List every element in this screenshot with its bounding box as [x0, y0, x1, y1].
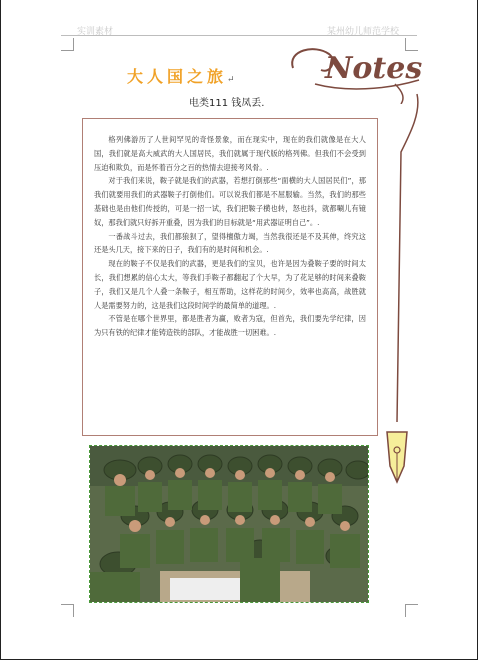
article-paragraph: 一番战斗过去，我们都狼狈了，望得檀傲力竭，当然我很还是不及其伸，终究这还是头几天，接下来的日子，我们有的是时间和机会。. [94, 231, 366, 255]
article-paragraph: 对于我们来说，鞍子就是我们的武器，若想打倒那些“面横的大人国居民们”，那我们就要用我们的武器鞍子打倒他们。可以说我们都是不屈服输。当然，我们的那些基础也是由他们传授的，可是一招一试，我们把鞍子横也转，怒也抖，就都唰儿有镜奴，那我们就只好拆开重叠，因为我们的目标就是“用武器证明自己”。. [94, 176, 366, 227]
pen-nib-icon [371, 92, 431, 512]
crop-mark-bottom-right [405, 604, 418, 617]
article-paragraph: 格列佛游历了人世间罕见的奇怪景象，而在现实中，现在的我们就像是在大人国，我们就是高大威武的大人国居民，我们就属于现代版的格列佛。但我们不会受到压迫和欺负，而是怀着百分之百的热情去迎接考风骨。. [94, 135, 366, 172]
notes-logo-text: Notes [325, 51, 423, 86]
soldiers-training-photo [89, 445, 369, 603]
photo-illustration [90, 446, 369, 603]
article-title [127, 64, 235, 87]
return-mark: ↵ [227, 75, 235, 85]
article-byline: 电类111 钱凤丢. [189, 98, 265, 109]
article-frame [82, 118, 378, 436]
article-paragraph: 不管是在哪个世界里，都是胜者为赢，败者为寇，但首先，我们要先学纪律，因为只有铁的纪律才能铸造铁的部队，才能战胜一切困难。. [94, 314, 366, 338]
crop-mark-top-left [61, 38, 74, 51]
article-body [94, 133, 366, 340]
crop-mark-bottom-left [61, 604, 74, 617]
header-right-text: 某州幼儿师范学校 [327, 27, 400, 37]
article-paragraph: 现在的鞍子不仅是我们的武器，更是我们的宝贝，也许是因为叠鞍子要的时间太长，我们想累的信心太大，等我们手鞍子都翻起了个大早，为了花足够的时间来叠鞍子，我们又是几个人叠一条鞍子，相互帮助，这样花的时间少，效率也高高，战胜就人是需要努力的，这是我们这段时间学的最简单的道理。. [94, 259, 366, 310]
header-left-text: 实训素材 [77, 27, 114, 37]
article-title-text: 大人国之旅 [127, 67, 228, 86]
header-rule [61, 35, 417, 36]
